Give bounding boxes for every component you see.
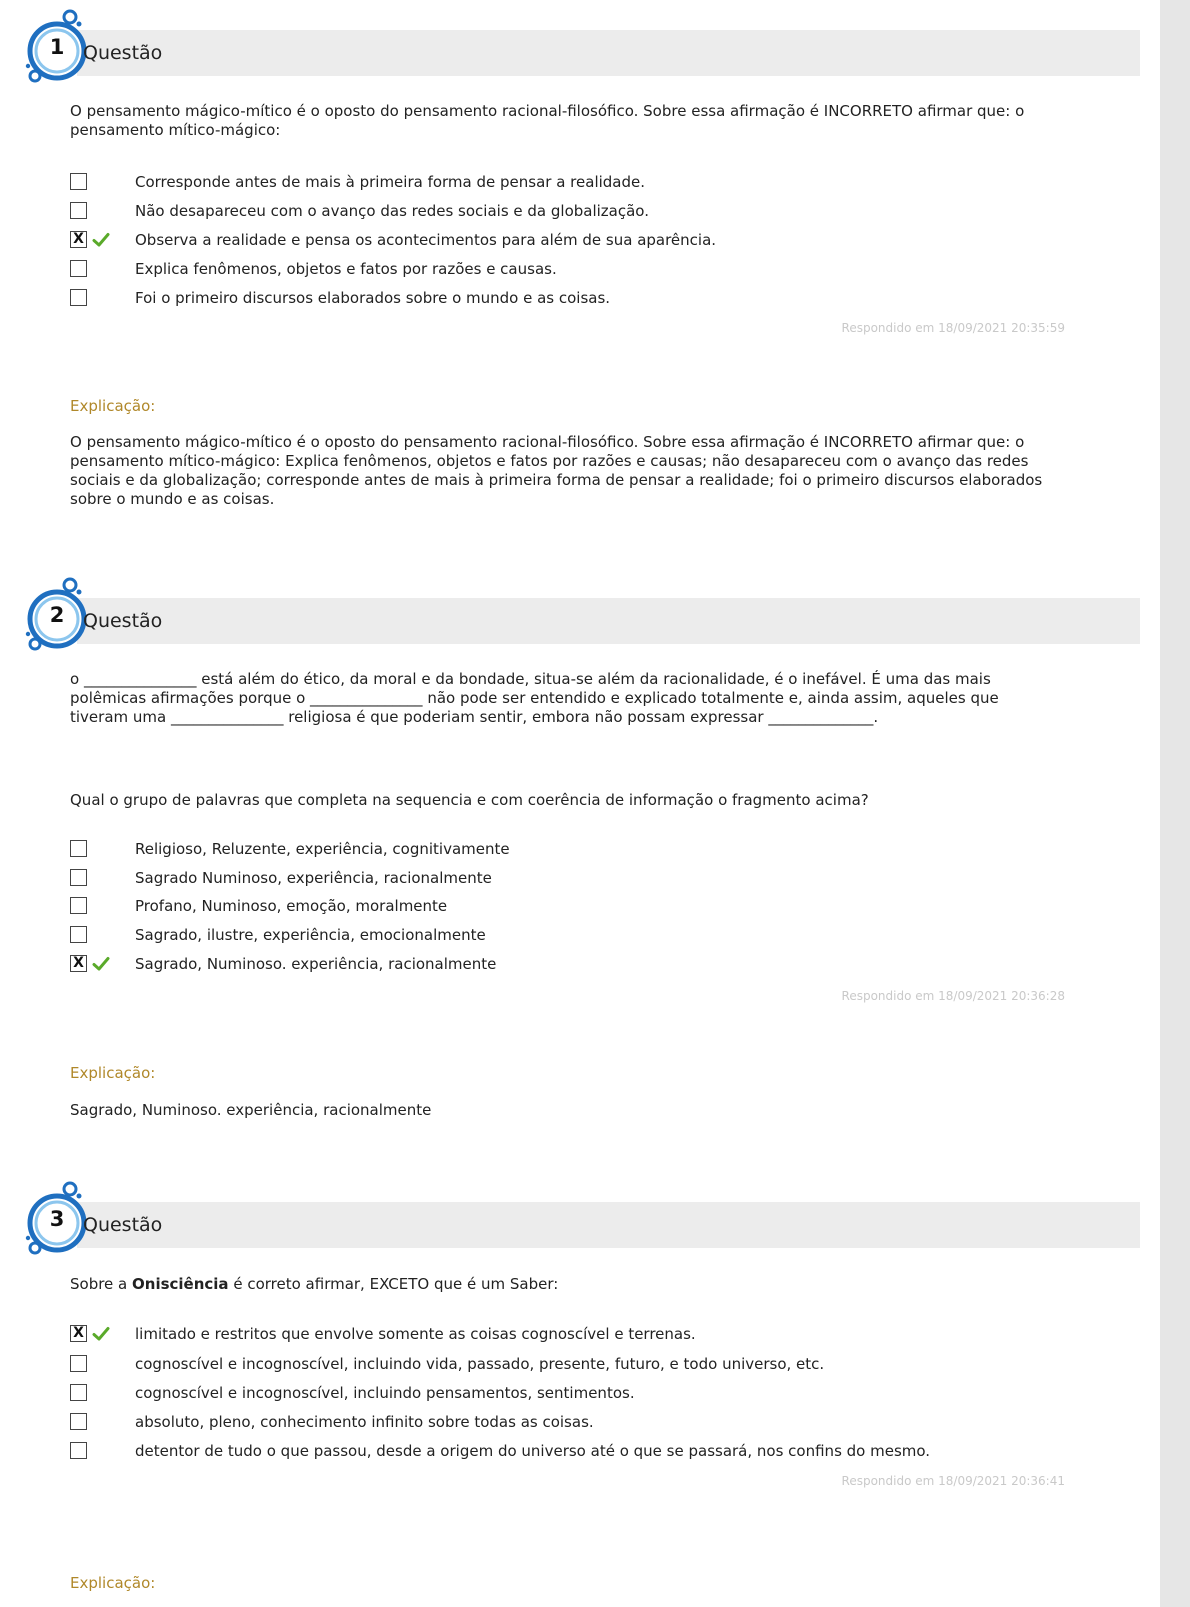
option-label: Profano, Numinoso, emoção, moralmente [135,897,448,915]
option-label: Explica fenômenos, objetos e fatos por razões e causas. [135,260,557,278]
question-1-option-1[interactable] [70,172,1090,194]
question-number: 3 [49,1207,65,1231]
question-3-option-2[interactable] [70,1354,1090,1376]
question-3-text-pre: Sobre a [70,1275,133,1293]
question-2-text-line-3: tiveram uma _______________ religiosa é que poderiam sentir, embora não possam expressar ______________. [70,708,879,726]
question-2-option-4[interactable] [70,925,1090,947]
option-checkbox-checked[interactable]: X [70,955,87,972]
question-2-text-line-1: o _______________ está além do ético, da moral e da bondade, situa-se além da racionalidade, é o inefável. É uma das mais [70,670,991,688]
option-label: Sagrado Numinoso, experiência, racionalmente [135,869,492,887]
question-3-option-1[interactable] [70,1324,1090,1346]
question-1-option-3[interactable] [70,230,1090,252]
question-2-text-line-2: polêmicas afirmações porque o _______________ não pode ser entendido e explicado totalmente e, ainda assim, aqueles que [70,689,999,707]
question-2-header [22,576,1140,654]
question-title: Questão [83,1214,163,1236]
question-1-option-2[interactable] [70,201,1090,223]
question-3-text [70,1275,1080,1294]
question-3-option-3[interactable] [70,1383,1090,1405]
option-label: detentor de tudo o que passou, desde a origem do universo até o que se passará, nos confins do mesmo. [135,1442,931,1460]
question-2-option-3[interactable] [70,896,1090,918]
option-label: Religioso, Reluzente, experiência, cognitivamente [135,840,510,858]
question-1-option-4[interactable] [70,259,1090,281]
question-1-text: O pensamento mágico-mítico é o oposto do pensamento racional-filosófico. Sobre essa afirmação é INCORRETO afirmar que: o pensamento mítico-mágico: [70,102,1025,139]
question-3-text-post: é correto afirmar, EXCETO que é um Saber: [228,1275,559,1293]
answered-timestamp: Respondido em 18/09/2021 20:36:41 [841,1474,1065,1488]
question-2-option-5[interactable] [70,954,1090,976]
explanation-text: Sagrado, Numinoso. experiência, racionalmente [70,1101,432,1119]
option-label: Observa a realidade e pensa os acontecimentos para além de sua aparência. [135,231,717,249]
option-checkbox[interactable] [70,1442,87,1459]
option-checkbox[interactable] [70,202,87,219]
explanation-title: Explicação: [70,397,156,415]
question-3-header [22,1180,1140,1258]
option-label: Foi o primeiro discursos elaborados sobre o mundo e as coisas. [135,289,611,307]
question-number: 1 [49,35,65,59]
question-number: 2 [49,603,65,627]
question-1-option-5[interactable] [70,288,1090,310]
option-checkbox[interactable] [70,260,87,277]
green-check-icon [92,231,110,249]
explanation-text: O pensamento mágico-mítico é o oposto do pensamento racional-filosófico. Sobre essa afirmação é INCORRETO afirmar que: o pensamento mítico-mágico: Explica fenômenos, objetos e fatos por razões e causas; não desapareceu com o avanço das redes sociais e da globalização; corresponde antes de mais à primeira forma de pensar a realidade; foi o primeiro discursos elaborados sobre o mundo e as coisas. [70,433,1043,508]
question-2-option-1[interactable] [70,839,1090,861]
question-1-header [22,8,1140,86]
explanation-title: Explicação: [70,1574,156,1592]
option-checkbox[interactable] [70,869,87,886]
option-checkbox[interactable] [70,1355,87,1372]
question-header-bar [77,1202,1140,1248]
answered-timestamp: Respondido em 18/09/2021 20:36:28 [841,989,1065,1003]
option-checkbox[interactable] [70,1413,87,1430]
question-2-prompt: Qual o grupo de palavras que completa na sequencia e com coerência de informação o fragmento acima? [70,791,869,809]
option-checkbox[interactable] [70,1384,87,1401]
question-3-option-4[interactable] [70,1412,1090,1434]
option-label: Sagrado, Numinoso. experiência, racionalmente [135,955,497,973]
option-checkbox-checked[interactable]: X [70,1325,87,1342]
question-title: Questão [83,610,163,632]
answered-timestamp: Respondido em 18/09/2021 20:35:59 [841,321,1065,335]
option-checkbox[interactable] [70,173,87,190]
question-title: Questão [83,42,163,64]
question-header-bar [77,598,1140,644]
option-checkbox[interactable] [70,926,87,943]
question-2-option-2[interactable] [70,868,1090,890]
green-check-icon [92,955,110,973]
option-checkbox[interactable] [70,897,87,914]
option-label: Corresponde antes de mais à primeira forma de pensar a realidade. [135,173,646,191]
option-label: absoluto, pleno, conhecimento infinito sobre todas as coisas. [135,1413,594,1431]
explanation-title: Explicação: [70,1064,156,1082]
option-checkbox-checked[interactable]: X [70,231,87,248]
option-label: cognoscível e incognoscível, incluindo vida, passado, presente, futuro, e todo universo, etc. [135,1355,825,1373]
question-3-text-bold: Onisciência [132,1275,229,1293]
question-3-option-5[interactable] [70,1441,1090,1463]
option-label: Sagrado, ilustre, experiência, emocionalmente [135,926,486,944]
option-label: limitado e restritos que envolve somente as coisas cognoscível e terrenas. [135,1325,696,1343]
green-check-icon [92,1325,110,1343]
option-checkbox[interactable] [70,289,87,306]
option-label: Não desapareceu com o avanço das redes sociais e da globalização. [135,202,649,220]
option-label: cognoscível e incognoscível, incluindo pensamentos, sentimentos. [135,1384,635,1402]
question-header-bar [77,30,1140,76]
vertical-scrollbar[interactable] [1160,0,1190,1607]
option-checkbox[interactable] [70,840,87,857]
